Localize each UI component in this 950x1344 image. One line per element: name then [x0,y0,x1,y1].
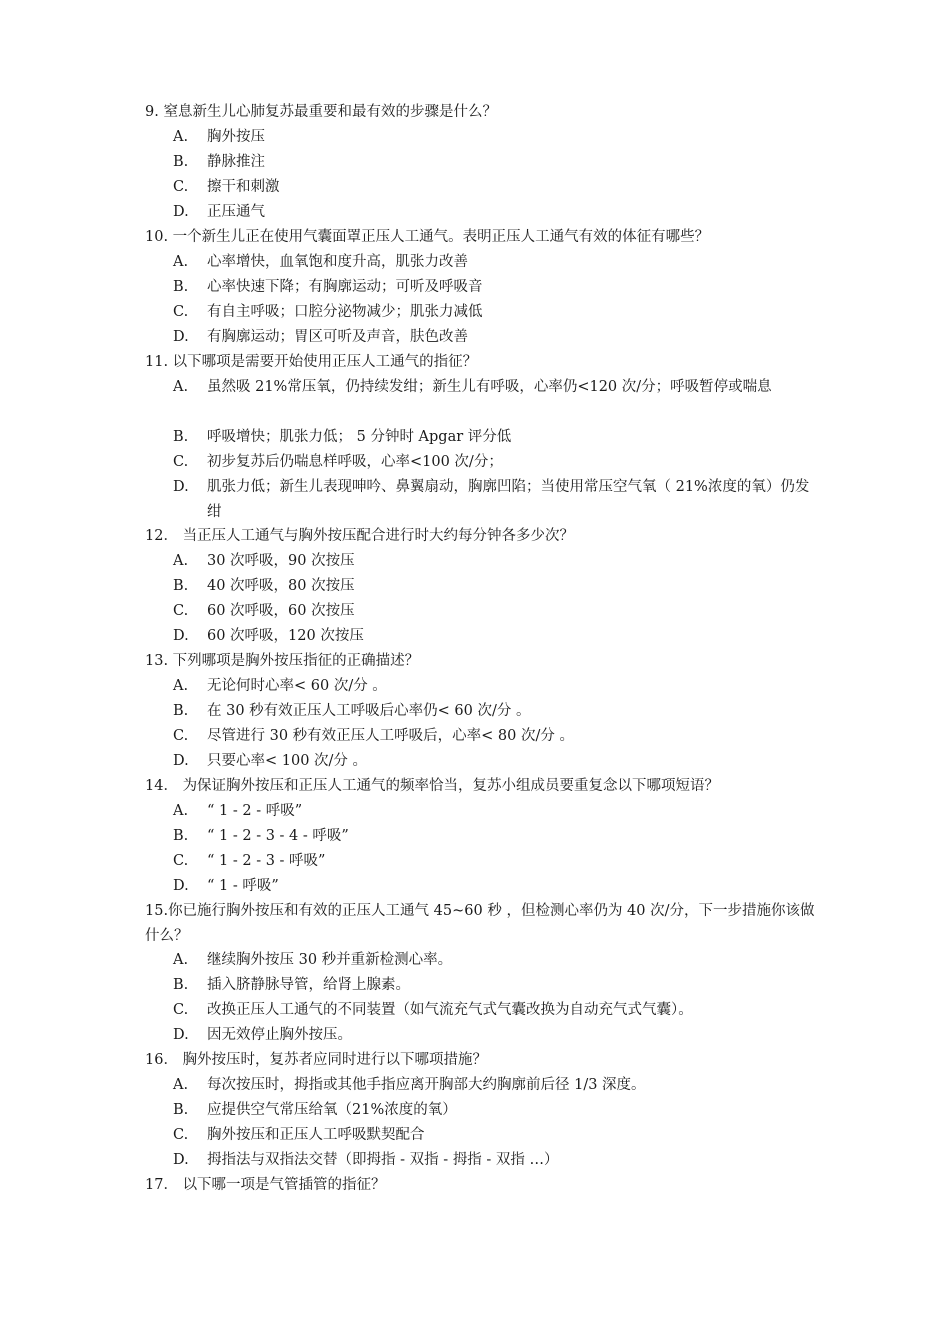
option-text: 虽然吸 21%常压氧，仍持续发绀；新生儿有呼吸，心率仍<120 次/分；呼吸暂停或喘息 [207,379,772,395]
question-text: 你已施行胸外按压和有效的正压人工通气 45~60 秒 ，但检测心率仍为 40 次/分，下一步措施你该做什么？ [145,903,815,944]
question-12 [145,524,825,549]
option-10-b [173,275,823,300]
question-16 [145,1048,825,1073]
option-letter: A. [173,678,189,694]
question-text: 当正压人工通气与胸外按压配合进行时大约每分钟各多少次？ [182,528,575,544]
option-text: 40 次呼吸，80 次按压 [207,578,355,594]
option-letter: A. [173,254,189,270]
question-text: 胸外按压时，复苏者应同时进行以下哪项措施？ [182,1052,488,1068]
option-letter: B. [173,1102,189,1118]
option-letter: D. [173,753,189,769]
option-letter: B. [173,429,189,445]
option-text: 继续胸外按压 30 秒并重新检测心率。 [207,952,453,968]
option-letter: A. [173,553,189,569]
option-text: 心率增快，血氧饱和度升高，肌张力改善 [207,254,468,270]
option-letter: C. [173,603,189,619]
option-text: “ 1 - 2 - 呼吸” [207,803,303,819]
option-12-c [173,599,823,624]
option-13-d [173,749,823,774]
option-text: 初步复苏后仍喘息样呼吸，心率<100 次/分； [207,454,503,470]
question-15 [145,899,825,949]
option-letter: D. [173,204,189,220]
question-11 [145,350,825,375]
option-letter: A. [173,1077,189,1093]
question-13 [145,649,825,674]
option-text: “ 1 - 2 - 3 - 呼吸” [207,853,326,869]
option-13-c [173,724,823,749]
question-number: 17． [145,1177,178,1193]
option-text: 有胸廓运动；胃区可听及声音，肤色改善 [207,329,468,345]
question-number: 12． [145,528,178,544]
question-text: 以下哪一项是气管插管的指征？ [182,1177,386,1193]
option-letter: C. [173,304,189,320]
option-text: 拇指法与双指法交替（即拇指 - 双指 - 拇指 - 双指 …） [207,1152,559,1168]
option-letter: D. [173,628,189,644]
option-14-b [173,824,823,849]
question-17 [145,1173,825,1198]
question-number: 15. [145,903,169,919]
option-letter: B. [173,828,189,844]
option-9-d [173,200,823,225]
option-11-a [173,375,823,400]
question-number: 9. [145,104,159,120]
option-16-b [173,1098,823,1123]
option-13-b [173,699,823,724]
option-letter: C. [173,728,189,744]
option-11-d [173,475,823,525]
option-12-a [173,549,823,574]
option-text: 心率快速下降；有胸廓运动；可听及呼吸音 [207,279,483,295]
option-text: 擦干和刺激 [207,179,280,195]
option-letter: B. [173,578,189,594]
option-15-c [173,998,823,1023]
option-letter: B. [173,977,189,993]
question-number: 16． [145,1052,178,1068]
question-text: 窒息新生儿心肺复苏最重要和最有效的步骤是什么？ [163,104,497,120]
option-letter: B. [173,279,189,295]
option-10-d [173,325,823,350]
question-9 [145,100,825,125]
option-text: 因无效停止胸外按压。 [207,1027,352,1043]
option-letter: A. [173,803,189,819]
option-text: 呼吸增快；肌张力低； 5 分钟时 Apgar 评分低 [207,429,512,445]
option-14-d [173,874,823,899]
option-letter: D. [173,1027,189,1043]
option-text: 尽管进行 30 秒有效正压人工呼吸后，心率< 80 次/分 。 [207,728,574,744]
question-10 [145,225,825,250]
option-10-c [173,300,823,325]
question-text: 一个新生儿正在使用气囊面罩正压人工通气。表明正压人工通气有效的体征有哪些？ [172,229,710,245]
option-15-a [173,948,823,973]
option-text: 正压通气 [207,204,265,220]
option-9-a [173,125,823,150]
option-16-a [173,1073,823,1098]
option-text: “ 1 - 呼吸” [207,878,279,894]
option-letter: D. [173,878,189,894]
option-text: 30 次呼吸，90 次按压 [207,553,355,569]
option-16-d [173,1148,823,1173]
question-14 [145,774,825,799]
option-10-a [173,250,823,275]
option-letter: C. [173,853,189,869]
question-number: 14． [145,778,178,794]
option-text: “ 1 - 2 - 3 - 4 - 呼吸” [207,828,349,844]
option-11-c [173,450,823,475]
option-text: 胸外按压 [207,129,265,145]
option-text: 60 次呼吸，120 次按压 [207,628,364,644]
option-letter: D. [173,329,189,345]
option-text: 插入脐静脉导管，给肾上腺素。 [207,977,410,993]
option-12-d [173,624,823,649]
question-number: 11. [145,354,169,370]
option-letter: A. [173,129,189,145]
option-text: 改换正压人工通气的不同装置（如气流充气式气囊改换为自动充气式气囊）。 [207,1002,693,1018]
option-15-d [173,1023,823,1048]
option-11-b [173,425,823,450]
option-text: 应提供空气常压给氧（21%浓度的氧） [207,1102,457,1118]
option-14-c [173,849,823,874]
option-letter: B. [173,703,189,719]
option-14-a [173,799,823,824]
option-letter: C. [173,1127,189,1143]
option-9-c [173,175,823,200]
question-number: 13. [145,653,169,669]
option-text: 有自主呼吸；口腔分泌物减少；肌张力减低 [207,304,483,320]
option-text: 只要心率< 100 次/分 。 [207,753,368,769]
option-16-c [173,1123,823,1148]
option-letter: B. [173,154,189,170]
option-text: 60 次呼吸，60 次按压 [207,603,355,619]
question-text: 为保证胸外按压和正压人工通气的频率恰当，复苏小组成员要重复念以下哪项短语？ [182,778,720,794]
question-number: 10. [145,229,169,245]
option-text: 在 30 秒有效正压人工呼吸后心率仍< 60 次/分 。 [207,703,531,719]
option-text: 胸外按压和正压人工呼吸默契配合 [207,1127,425,1143]
option-letter: C. [173,179,189,195]
option-13-a [173,674,823,699]
option-text: 无论何时心率< 60 次/分 。 [207,678,387,694]
option-text: 肌张力低；新生儿表现呻吟、鼻翼扇动，胸廓凹陷；当使用常压空气氧（ 21%浓度的氧）仍发绀 [207,479,810,520]
option-text: 每次按压时，拇指或其他手指应离开胸部大约胸廓前后径 1/3 深度。 [207,1077,646,1093]
option-letter: C. [173,454,189,470]
option-letter: C. [173,1002,189,1018]
option-letter: A. [173,379,189,395]
option-15-b [173,973,823,998]
option-text: 静脉推注 [207,154,265,170]
question-text: 以下哪项是需要开始使用正压人工通气的指征？ [172,354,478,370]
option-letter: A. [173,952,189,968]
option-letter: D. [173,1152,189,1168]
option-9-b [173,150,823,175]
option-letter: D. [173,479,189,495]
question-text: 下列哪项是胸外按压指征的正确描述？ [172,653,420,669]
option-12-b [173,574,823,599]
